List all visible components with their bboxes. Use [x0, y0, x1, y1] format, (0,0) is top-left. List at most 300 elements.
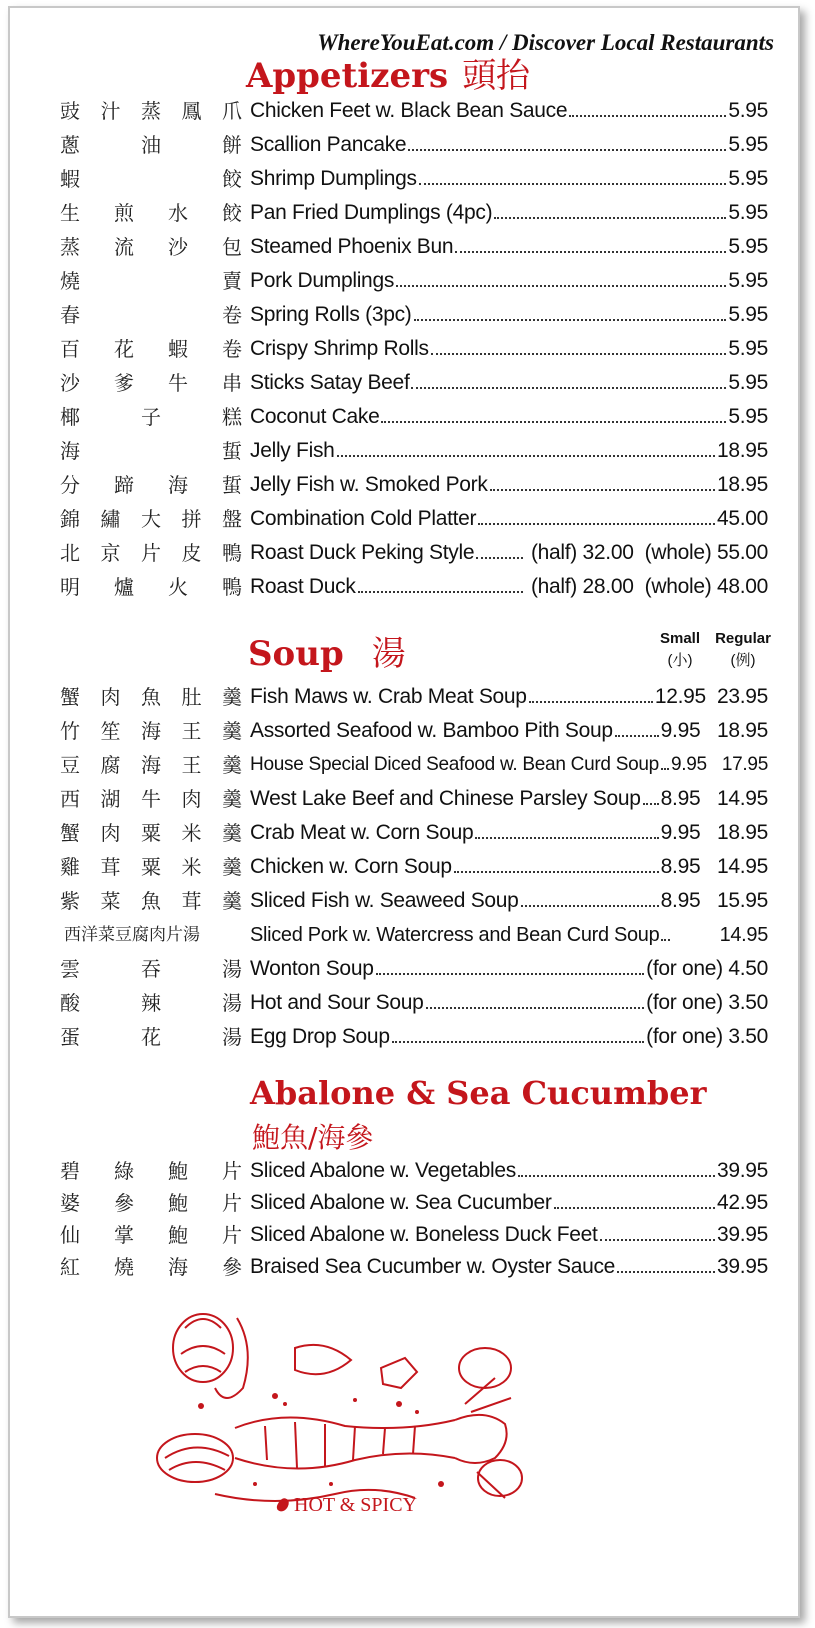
soup-title-zh: 湯: [371, 634, 406, 674]
menu-item-line: [250, 230, 768, 264]
menu-item: [10, 570, 798, 604]
menu-item: [10, 952, 798, 986]
menu-item-name: Roast Duck: [250, 575, 356, 598]
menu-item-name: West Lake Beef and Chinese Parsley Soup: [250, 787, 641, 810]
menu-item-price: 5.95: [728, 337, 768, 360]
menu-item-zh-char: 餃: [222, 167, 242, 191]
menu-item-name: Jelly Fish: [250, 439, 335, 462]
leader-dots: [408, 149, 726, 151]
menu-item-name-zh: [60, 332, 242, 366]
menu-item-line: [250, 332, 768, 366]
menu-item-line: [250, 952, 768, 986]
menu-item-price: 14.95: [672, 924, 768, 946]
menu-item-name: Sliced Abalone w. Sea Cucumber: [250, 1191, 552, 1214]
menu-item-name-zh: [60, 714, 242, 748]
menu-item-name-zh: [60, 1250, 242, 1284]
menu-item-price: 45.00: [716, 507, 768, 530]
menu-item-name-zh: [60, 952, 242, 986]
menu-item-name: Hot and Sour Soup: [250, 991, 424, 1014]
leader-dots: [494, 217, 726, 219]
leader-dots: [521, 905, 659, 907]
menu-item: [10, 782, 798, 816]
menu-item-zh-char: 海: [141, 753, 161, 777]
menu-item-zh-char: 竹: [60, 719, 80, 743]
menu-item-zh-char: 餃: [222, 201, 242, 225]
menu-item-zh-char: 米: [181, 855, 202, 879]
menu-item-price: 5.95: [728, 201, 768, 224]
menu-item-zh-char: 鴨: [222, 541, 242, 565]
menu-item-zh-char: 爐: [114, 575, 134, 599]
menu-item-name-zh: [60, 502, 242, 536]
menu-item-line: [250, 748, 768, 782]
menu-item-line: [250, 1250, 768, 1284]
menu-item-zh-char: 沙: [60, 371, 80, 395]
menu-item-zh-char: 蒸: [141, 99, 161, 123]
menu-item-line: [250, 128, 768, 162]
menu-item-price: 5.95: [728, 167, 768, 190]
menu-item-line: [250, 680, 768, 714]
menu-item-name-zh: [60, 434, 242, 468]
menu-item-zh-char: 牛: [168, 371, 188, 395]
menu-item-price: 39.95: [716, 1255, 768, 1278]
menu-item-price: 5.95: [728, 133, 768, 156]
menu-item-name: Crab Meat w. Corn Soup: [250, 821, 474, 844]
leader-dots: [643, 803, 659, 805]
menu-item: [10, 468, 798, 502]
lobster-seafood-illustration: [155, 1308, 535, 1518]
menu-item-name-zh: [60, 196, 242, 230]
site-watermark: WhereYouEat.com / Discover Local Restaurants: [317, 30, 774, 55]
menu-item-zh-char: 參: [114, 1191, 134, 1215]
menu-item-zh-char: 水: [168, 201, 188, 225]
menu-item-zh-char: 海: [168, 1255, 188, 1279]
menu-item-zh-char: 菜: [100, 889, 121, 913]
leader-dots: [426, 1007, 645, 1009]
menu-item: [10, 748, 798, 782]
menu-item-zh-char: 粟: [141, 855, 161, 879]
leader-dots: [411, 387, 726, 389]
menu-item-name-zh: [60, 400, 242, 434]
menu-item-line: [250, 1218, 768, 1252]
menu-item-zh-char: 花: [141, 1025, 161, 1049]
menu-item-zh-char: 羹: [222, 889, 242, 913]
soup-title: Soup: [248, 634, 344, 674]
leader-dots: [600, 1239, 715, 1241]
abalone-title-zh: 鮑魚/海參: [252, 1121, 374, 1154]
menu-item-name-zh: [60, 94, 242, 128]
abalone-heading: [250, 1074, 707, 1112]
menu-item: [10, 1186, 798, 1220]
leader-dots: [396, 285, 726, 287]
menu-item-name: Combination Cold Platter: [250, 507, 477, 530]
menu-item-line: [250, 536, 768, 570]
leader-dots: [476, 557, 523, 559]
menu-item-zh-char: 流: [114, 235, 134, 259]
menu-item-line: [250, 816, 768, 850]
menu-item-zh-char: 串: [222, 371, 242, 395]
menu-item-name-zh: [60, 680, 242, 714]
menu-item: [10, 1218, 798, 1252]
menu-item-name: Steamed Phoenix Bun: [250, 235, 454, 258]
menu-item-zh-char: 西: [60, 787, 80, 811]
menu-item-name-zh: [60, 570, 242, 604]
menu-item-name: Jelly Fish w. Smoked Pork: [250, 473, 488, 496]
menu-item-name-zh: [60, 536, 242, 570]
menu-item-line: [250, 1020, 768, 1054]
menu-item-zh-char: 分: [60, 473, 80, 497]
menu-item-zh-char: 紅: [60, 1255, 80, 1279]
menu-item-zh-char: 綠: [114, 1159, 134, 1183]
menu-item-zh-char: 片: [222, 1159, 242, 1183]
menu-item-name-zh: [60, 1218, 242, 1252]
menu-item-zh-char: 仙: [60, 1223, 80, 1247]
menu-item-name-zh: [60, 986, 242, 1020]
menu-item-zh-char: 燒: [114, 1255, 134, 1279]
menu-item-zh-char: 片: [222, 1223, 242, 1247]
menu-item-zh-char: 餅: [222, 133, 242, 157]
menu-item-zh-char: 碧: [60, 1159, 80, 1183]
menu-item-name: Shrimp Dumplings: [250, 167, 417, 190]
menu-item-price: 5.95: [728, 303, 768, 326]
menu-item-zh-char: 蜇: [222, 473, 242, 497]
menu-item-zh-char: 肉: [100, 821, 121, 845]
menu-item: [10, 850, 798, 884]
leader-dots: [337, 455, 715, 457]
menu-item: [10, 680, 798, 714]
menu-item: [10, 94, 798, 128]
menu-item-zh-char: 花: [114, 337, 134, 361]
leader-dots: [554, 1207, 715, 1209]
menu-item-name-zh: [60, 1154, 242, 1188]
menu-item: [10, 502, 798, 536]
menu-item-zh-char: 北: [60, 541, 80, 565]
menu-item-name-zh: [60, 298, 242, 332]
menu-item: [10, 918, 798, 952]
menu-item-zh-char: 蔥: [60, 133, 80, 157]
menu-item-zh-char: 海: [141, 719, 161, 743]
menu-item-zh-char: 湯: [222, 991, 242, 1015]
menu-item-name: Scallion Pancake: [250, 133, 407, 156]
menu-item-name: Sliced Abalone w. Vegetables: [250, 1159, 516, 1182]
menu-item-name: Sliced Abalone w. Boneless Duck Feet: [250, 1223, 598, 1246]
menu-item-line: [250, 884, 768, 918]
menu-item-zh-char: 片: [141, 541, 161, 565]
menu-item-zh-char: 賣: [222, 269, 242, 293]
leader-dots: [358, 591, 524, 593]
menu-item-zh-char: 米: [181, 821, 202, 845]
appetizers-title-zh: 頭抬: [462, 56, 531, 96]
menu-item-name: Wonton Soup: [250, 957, 374, 980]
menu-item-zh-char: 糕: [222, 405, 242, 429]
menu-item-zh-char: 肉: [100, 685, 121, 709]
menu-item-zh-char: 羹: [222, 821, 242, 845]
menu-item-zh-char: 明: [60, 575, 80, 599]
menu-item-zh-char: 湯: [222, 957, 242, 981]
menu-item-zh-char: 蝦: [168, 337, 188, 361]
menu-item-line: [250, 714, 768, 748]
menu-item-price: 8.95 15.95: [660, 889, 768, 912]
menu-item-line: [250, 366, 768, 400]
leader-dots: [455, 251, 726, 253]
menu-item-zh-char: 肚: [181, 685, 202, 709]
menu-item-name: Sticks Satay Beef: [250, 371, 410, 394]
menu-item-name-zh: [60, 1020, 242, 1054]
menu-item-name: House Special Diced Seafood w. Bean Curd Soup: [250, 754, 659, 775]
menu-item: [10, 400, 798, 434]
leader-dots: [617, 1271, 715, 1273]
menu-item-line: [250, 298, 768, 332]
menu-item-name: Chicken Feet w. Black Bean Sauce: [250, 99, 568, 122]
menu-item-name-zh: [60, 162, 242, 196]
menu-item-zh-char: 卷: [222, 337, 242, 361]
menu-item: [10, 298, 798, 332]
menu-item-zh-char: 包: [222, 235, 242, 259]
menu-item: [10, 196, 798, 230]
menu-item-zh-char: 蹄: [114, 473, 134, 497]
menu-item-price: 5.95: [728, 235, 768, 258]
menu-item-zh-char: 湯: [222, 1025, 242, 1049]
menu-item: [10, 884, 798, 918]
menu-item-line: [250, 400, 768, 434]
leader-dots: [419, 183, 727, 185]
menu-item-zh-char: 卷: [222, 303, 242, 327]
menu-item-zh-char: 掌: [114, 1223, 134, 1247]
menu-item-zh-char: 片: [222, 1191, 242, 1215]
menu-item-line: [250, 502, 768, 536]
menu-item-name-zh: [60, 884, 242, 918]
menu-item-zh-char: 子: [141, 405, 161, 429]
abalone-title: Abalone & Sea Cucumber: [250, 1074, 707, 1112]
menu-item: [10, 128, 798, 162]
menu-item-zh-char: 豉: [60, 99, 80, 123]
menu-item-line: [250, 196, 768, 230]
menu-item-line: [250, 94, 768, 128]
size-regular-label-zh: (例): [730, 652, 756, 669]
menu-item-price: 8.95 14.95: [660, 855, 768, 878]
menu-item-price: 12.95 23.95: [654, 685, 768, 708]
menu-item-price: (for one) 3.50: [646, 991, 768, 1014]
menu-item-zh-char: 雞: [60, 855, 80, 879]
leader-dots: [381, 421, 726, 423]
menu-item: [10, 986, 798, 1020]
leader-dots: [661, 939, 670, 941]
menu-item: [10, 332, 798, 366]
menu-item-zh-char: 汁: [100, 99, 121, 123]
menu-item-name: Sliced Fish w. Seaweed Soup: [250, 889, 519, 912]
leader-dots: [661, 768, 669, 770]
menu-item-zh-char: 湖: [100, 787, 121, 811]
menu-item: [10, 434, 798, 468]
menu-item-name: Pan Fried Dumplings (4pc): [250, 201, 493, 224]
menu-item-zh-char: 燒: [60, 269, 80, 293]
menu-item: [10, 714, 798, 748]
menu-item-price: 39.95: [716, 1223, 768, 1246]
menu-item-name-zh: [60, 1186, 242, 1220]
hot-spicy-label: HOT & SPICY: [294, 1494, 417, 1516]
menu-item-zh-char: 羹: [222, 685, 242, 709]
menu-item-price: 18.95: [716, 439, 768, 462]
menu-item-zh-char: 笙: [100, 719, 121, 743]
menu-item-zh-char: 盤: [222, 507, 242, 531]
menu-item-name-zh: [64, 918, 246, 952]
soup-heading: [248, 626, 406, 675]
size-regular-label: Regular: [715, 630, 771, 647]
appetizers-title: Appetizers: [246, 56, 449, 96]
menu-item-zh-char: 春: [60, 303, 80, 327]
menu-item-zh-char: 辣: [141, 991, 161, 1015]
menu-item-line: [250, 264, 768, 298]
hot-spicy-legend: [278, 1494, 417, 1517]
menu-item-price: 9.95 18.95: [660, 719, 768, 742]
menu-item-zh-char: 京: [100, 541, 121, 565]
menu-item-price: 39.95: [716, 1159, 768, 1182]
menu-item-line: [250, 986, 768, 1020]
menu-item-zh-char: 魚: [141, 685, 161, 709]
size-small-label: Small: [659, 630, 701, 647]
menu-item-name: Fish Maws w. Crab Meat Soup: [250, 685, 527, 708]
menu-item-name: Pork Dumplings: [250, 269, 395, 292]
menu-item-price: 5.95: [728, 269, 768, 292]
menu-item: [10, 162, 798, 196]
menu-item-price: (for one) 4.50: [646, 957, 768, 980]
menu-item-line: [250, 1154, 768, 1188]
menu-item-zh-char: 茸: [100, 855, 121, 879]
menu-item-price: 5.95: [728, 405, 768, 428]
menu-item-zh-char: 爹: [114, 371, 134, 395]
menu-item-zh-char: 牛: [141, 787, 161, 811]
menu-item-zh-char: 羹: [222, 719, 242, 743]
size-small-header: [650, 628, 710, 672]
menu-item-name-zh: [60, 748, 242, 782]
leader-dots: [490, 489, 715, 491]
leader-dots: [615, 735, 659, 737]
menu-item-name-zh: [60, 850, 242, 884]
leader-dots: [414, 319, 727, 321]
menu-item-zh-char: 酸: [60, 991, 80, 1015]
menu-item-zh-char: 吞: [141, 957, 161, 981]
menu-item-line: [250, 570, 768, 604]
menu-item-zh-char: 婆: [60, 1191, 80, 1215]
menu-item-price: 9.95 18.95: [660, 821, 768, 844]
menu-item-line: [250, 1186, 768, 1220]
menu-item: [10, 536, 798, 570]
menu-item-zh-char: 王: [181, 753, 202, 777]
menu-item-zh-char: 煎: [114, 201, 134, 225]
menu-item-zh-char: 羹: [222, 855, 242, 879]
menu-item-price: 5.95: [728, 371, 768, 394]
menu-item-zh-char: 豆: [60, 753, 80, 777]
menu-item-zh-char: 蝦: [60, 167, 80, 191]
menu-item: [10, 264, 798, 298]
menu-item-name: Egg Drop Soup: [250, 1025, 390, 1048]
menu-item-zh-char: 蟹: [60, 685, 80, 709]
menu-item-zh-char: 蛋: [60, 1025, 80, 1049]
menu-item-name-zh: [60, 230, 242, 264]
menu-item-zh-char: 鳳: [181, 99, 202, 123]
menu-item-zh-char: 沙: [168, 235, 188, 259]
menu-item-zh-char: 爪: [222, 99, 242, 123]
menu-item-name-zh: [60, 782, 242, 816]
menu-item-zh-char: 皮: [181, 541, 202, 565]
menu-item-zh-char: 雲: [60, 957, 80, 981]
menu-item-zh-char: 紫: [60, 889, 80, 913]
menu-item-name: Crispy Shrimp Rolls: [250, 337, 429, 360]
menu-item-zh-char: 大: [141, 507, 161, 531]
menu-page: [8, 6, 800, 1618]
menu-item-zh-char: 海: [60, 439, 80, 463]
menu-item-zh-char: 繡: [100, 507, 121, 531]
leader-dots: [478, 523, 715, 525]
menu-item-price: 9.95 17.95: [670, 754, 768, 775]
leader-dots: [475, 837, 658, 839]
menu-item-price: (half) 28.00 (whole) 48.00: [525, 575, 768, 598]
menu-item-name: Braised Sea Cucumber w. Oyster Sauce: [250, 1255, 616, 1278]
menu-item: [10, 816, 798, 850]
menu-item-name-zh: [60, 468, 242, 502]
menu-item: [10, 230, 798, 264]
menu-item-line: [250, 434, 768, 468]
menu-item-zh-char: 茸: [181, 889, 202, 913]
menu-item-zh-char: 蟹: [60, 821, 80, 845]
menu-item-zh-char: 鮑: [168, 1223, 188, 1247]
menu-item-name-zh: [60, 816, 242, 850]
appetizers-heading: [246, 48, 530, 97]
menu-item-price: 42.95: [716, 1191, 768, 1214]
menu-item-line: [250, 162, 768, 196]
menu-item-zh-char: 油: [141, 133, 161, 157]
menu-item-zh-char: 鮑: [168, 1191, 188, 1215]
leader-dots: [569, 115, 726, 117]
menu-item-zh-char: 鴨: [222, 575, 242, 599]
size-small-label-zh: (小): [667, 652, 693, 669]
menu-item-zh-char: 參: [222, 1255, 242, 1279]
menu-item-zh-char: 錦: [60, 507, 80, 531]
menu-item: [10, 1250, 798, 1284]
menu-item-price: (half) 32.00 (whole) 55.00: [525, 541, 768, 564]
menu-item-line: [250, 850, 768, 884]
menu-item-zh-char: 羹: [222, 753, 242, 777]
menu-item-line: [250, 918, 768, 952]
menu-item-price: 18.95: [716, 473, 768, 496]
menu-item-zh-char: 蜇: [222, 439, 242, 463]
menu-item-zh-char: 椰: [60, 405, 80, 429]
menu-item: [10, 1154, 798, 1188]
menu-item-zh-char: 鮑: [168, 1159, 188, 1183]
chili-pepper-icon: [275, 1496, 291, 1513]
menu-item-name-zh: [60, 128, 242, 162]
menu-item-name-zh: [60, 366, 242, 400]
menu-item-price: 5.95: [728, 99, 768, 122]
menu-item-zh-char: 百: [60, 337, 80, 361]
menu-item-zh-char: 王: [181, 719, 202, 743]
menu-item-name: Spring Rolls (3pc): [250, 303, 412, 326]
leader-dots: [392, 1041, 644, 1043]
menu-item-price: (for one) 3.50: [646, 1025, 768, 1048]
menu-item-name: Roast Duck Peking Style: [250, 541, 475, 564]
menu-item-name: Chicken w. Corn Soup: [250, 855, 452, 878]
menu-item-line: [250, 468, 768, 502]
menu-item-zh-char: 拼: [181, 507, 202, 531]
menu-item-zh-char: 肉: [181, 787, 202, 811]
menu-item-zh-char: 生: [60, 201, 80, 225]
menu-item-zh-char: 火: [168, 575, 188, 599]
menu-item-name-zh: [60, 264, 242, 298]
leader-dots: [431, 353, 727, 355]
menu-item-name: Assorted Seafood w. Bamboo Pith Soup: [250, 719, 613, 742]
menu-item-line: [250, 782, 768, 816]
menu-item-zh-char: 魚: [141, 889, 161, 913]
menu-item-zh-char: 蒸: [60, 235, 80, 259]
